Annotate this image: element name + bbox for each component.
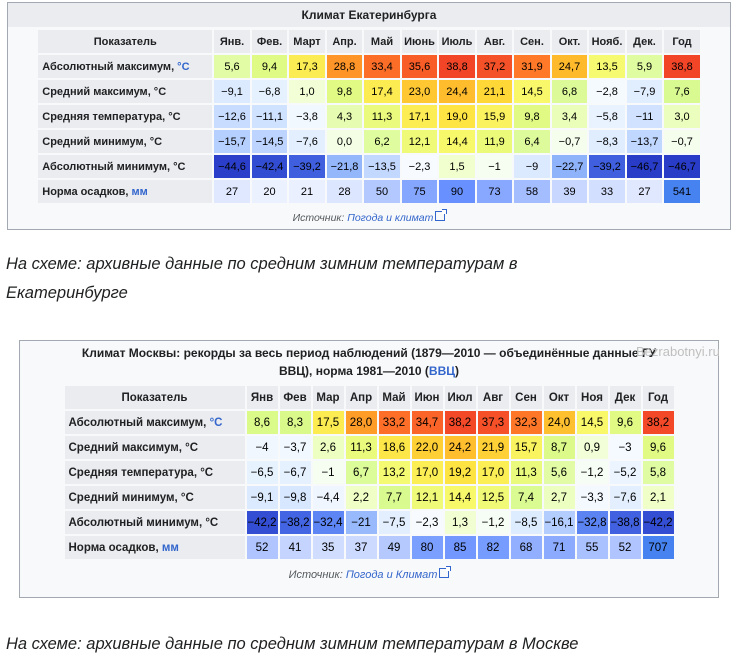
table-cell: 52 [610, 536, 641, 559]
table-cell: 21,1 [477, 80, 513, 103]
table-cell: −14,5 [252, 130, 288, 153]
table-cell: 82 [478, 536, 509, 559]
table-row [65, 536, 674, 559]
row-label: Средний минимум, °C [65, 486, 245, 509]
msk-header-month: Дек [610, 386, 641, 409]
table-row [65, 461, 674, 484]
msk-title-line2: ВВЦ), норма 1981—2010 (ВВЦ) [278, 364, 460, 378]
table-cell: −46,7 [664, 155, 700, 178]
msk-header-month: Май [379, 386, 410, 409]
msk-header-month: Ноя [577, 386, 608, 409]
table-cell: −42,2 [643, 511, 674, 534]
table-cell: −8,3 [589, 130, 625, 153]
table-cell: 28 [327, 180, 363, 203]
table-cell: 5,6 [544, 461, 575, 484]
table-cell: 41 [280, 536, 311, 559]
table-cell: 21,9 [478, 436, 509, 459]
table-cell: −5,8 [589, 105, 625, 128]
table-cell: −2,8 [589, 80, 625, 103]
table-cell: 35 [313, 536, 344, 559]
row-label: Средний максимум, °C [38, 80, 212, 103]
ekb-header-month: Фев. [252, 30, 288, 53]
table-cell: 33 [589, 180, 625, 203]
table-cell: −39,2 [289, 155, 325, 178]
table-cell: 8,6 [247, 411, 278, 434]
table-cell: 37,3 [478, 411, 509, 434]
row-label: Средний максимум, °C [65, 436, 245, 459]
table-cell: −0,7 [552, 130, 588, 153]
ekb-source-link[interactable]: Погода и климат [347, 212, 434, 224]
table-cell: 38,2 [445, 411, 476, 434]
msk-title-line1: Климат Москвы: рекорды за весь период наблюдений (1879—2010 — объединённые данные ГУ [81, 346, 657, 360]
row-label: Абсолютный минимум, °C [65, 511, 245, 534]
ekb-header-month: Апр. [327, 30, 363, 53]
table-cell: 6,8 [552, 80, 588, 103]
table-cell: −5,2 [610, 461, 641, 484]
row-label: Средний минимум, °C [38, 130, 212, 153]
table-cell: 27 [627, 180, 663, 203]
msk-header-month: Мар [313, 386, 344, 409]
table-cell: 75 [402, 180, 438, 203]
table-cell: 27 [214, 180, 250, 203]
table-cell: 6,4 [514, 130, 550, 153]
row-label: Норма осадков, мм [38, 180, 212, 203]
table-cell: −16,1 [544, 511, 575, 534]
table-cell: 55 [577, 536, 608, 559]
table-cell: −0,7 [664, 130, 700, 153]
table-cell: 14,5 [514, 80, 550, 103]
table-cell: 0,9 [577, 436, 608, 459]
table-cell: −13,5 [364, 155, 400, 178]
table-cell: 49 [379, 536, 410, 559]
table-cell: 11,3 [511, 461, 542, 484]
table-cell: 90 [439, 180, 475, 203]
msk-climate-table [63, 384, 676, 561]
table-cell: 38,8 [439, 55, 475, 78]
table-cell: 17,3 [289, 55, 325, 78]
table-cell: 7,4 [511, 486, 542, 509]
table-cell: 19,0 [439, 105, 475, 128]
msk-header-month: Окт [544, 386, 575, 409]
table-cell: 707 [643, 536, 674, 559]
table-cell: −11,1 [252, 105, 288, 128]
table-cell: 38,2 [643, 411, 674, 434]
row-label: Норма осадков, мм [65, 536, 245, 559]
table-cell: 5,6 [214, 55, 250, 78]
table-cell: −4,4 [313, 486, 344, 509]
table-cell: 9,6 [643, 436, 674, 459]
table-cell: 1,5 [439, 155, 475, 178]
table-row [65, 411, 674, 434]
unit-link[interactable]: мм [128, 185, 148, 198]
ekb-header-month: Март [289, 30, 325, 53]
table-cell: −46,7 [627, 155, 663, 178]
msk-header-month: Апр [346, 386, 377, 409]
watermark: Bezrabotnyi.ru [636, 344, 720, 359]
table-cell: 14,4 [439, 130, 475, 153]
msk-source-link[interactable]: Погода и Климат [345, 569, 438, 581]
table-cell: −3,3 [577, 486, 608, 509]
table-cell: −7,6 [289, 130, 325, 153]
table-cell: 9,8 [327, 80, 363, 103]
msk-header-month: Янв [247, 386, 278, 409]
table-cell: −42,2 [247, 511, 278, 534]
table-cell: 11,3 [346, 436, 377, 459]
table-row [38, 80, 700, 103]
table-cell: 17,5 [313, 411, 344, 434]
table-cell: −4 [247, 436, 278, 459]
table-cell: −9,8 [280, 486, 311, 509]
table-cell: −8,5 [511, 511, 542, 534]
table-cell: −9,1 [214, 80, 250, 103]
table-cell: 4,3 [327, 105, 363, 128]
table-cell: −13,7 [627, 130, 663, 153]
msk-source [20, 568, 718, 581]
table-cell: 6,2 [364, 130, 400, 153]
row-label: Средняя температура, °C [65, 461, 245, 484]
table-cell: 24,2 [445, 436, 476, 459]
table-cell: 37 [346, 536, 377, 559]
table-cell: 8,7 [544, 436, 575, 459]
table-cell: −15,7 [214, 130, 250, 153]
table-cell: 20 [252, 180, 288, 203]
table-cell: −1 [477, 155, 513, 178]
table-cell: −11 [627, 105, 663, 128]
table-cell: 2,1 [643, 486, 674, 509]
table-row [38, 105, 700, 128]
table-cell: 24,4 [439, 80, 475, 103]
unit-link[interactable]: °C [206, 416, 223, 429]
table-cell: −7,6 [610, 486, 641, 509]
table-cell: 2,7 [544, 486, 575, 509]
table-cell: −38,8 [610, 511, 641, 534]
table-cell: 80 [412, 536, 443, 559]
table-cell: 14,5 [577, 411, 608, 434]
table-cell: −12,6 [214, 105, 250, 128]
table-cell: 6,7 [346, 461, 377, 484]
table-cell: 34,7 [412, 411, 443, 434]
row-label: Средняя температура, °C [38, 105, 212, 128]
table-cell: −9,1 [247, 486, 278, 509]
caption-msk [6, 630, 578, 659]
ekb-source-label: Источник: [292, 212, 345, 224]
table-cell: −2,3 [412, 511, 443, 534]
caption-ekb [6, 250, 517, 308]
table-cell: 39 [552, 180, 588, 203]
table-cell: 7,6 [664, 80, 700, 103]
table-cell: 24,7 [552, 55, 588, 78]
table-cell: 17,4 [364, 80, 400, 103]
table-cell: 85 [445, 536, 476, 559]
table-cell: −39,2 [589, 155, 625, 178]
table-cell: 22,0 [412, 436, 443, 459]
msk-header-month: Сен [511, 386, 542, 409]
table-cell: 3,0 [664, 105, 700, 128]
row-label: Абсолютный максимум, °C [65, 411, 245, 434]
table-cell: −1 [313, 461, 344, 484]
table-cell: −6,7 [280, 461, 311, 484]
table-cell: 23,0 [402, 80, 438, 103]
table-cell: 12,1 [402, 130, 438, 153]
unit-link[interactable]: °C [174, 60, 190, 73]
ekb-header-month: Сен. [514, 30, 550, 53]
table-cell: −3,7 [280, 436, 311, 459]
table-cell: −38,2 [280, 511, 311, 534]
table-cell: 24,0 [544, 411, 575, 434]
table-row [38, 55, 700, 78]
ekb-header-label: Показатель [38, 30, 212, 53]
table-cell: 11,9 [477, 130, 513, 153]
vvc-link[interactable]: ВВЦ [428, 364, 456, 378]
table-cell: 17,1 [402, 105, 438, 128]
ekb-header-month: Июнь [402, 30, 438, 53]
table-cell: 18,6 [379, 436, 410, 459]
table-cell: 68 [511, 536, 542, 559]
table-cell: 9,4 [252, 55, 288, 78]
table-cell: 7,7 [379, 486, 410, 509]
table-cell: 14,4 [445, 486, 476, 509]
ekb-header-month: Май [364, 30, 400, 53]
table-cell: −7,9 [627, 80, 663, 103]
table-cell: −6,8 [252, 80, 288, 103]
table-cell: 52 [247, 536, 278, 559]
ekb-header-month: Окт. [552, 30, 588, 53]
table-cell: 15,9 [477, 105, 513, 128]
msk-header-label: Показатель [65, 386, 245, 409]
ekb-header-month: Янв. [214, 30, 250, 53]
ekb-header-month: Год [664, 30, 700, 53]
table-row [65, 436, 674, 459]
table-cell: 32,3 [511, 411, 542, 434]
ekb-climate-title: Климат Екатеринбурга [8, 3, 730, 27]
table-cell: 15,7 [511, 436, 542, 459]
table-cell: 3,4 [552, 105, 588, 128]
table-cell: −32,8 [577, 511, 608, 534]
table-cell: 12,5 [478, 486, 509, 509]
table-cell: −1,2 [478, 511, 509, 534]
table-cell: 13,5 [589, 55, 625, 78]
ekb-climate-table-box [7, 2, 731, 230]
table-cell: 541 [664, 180, 700, 203]
table-cell: 1,3 [445, 511, 476, 534]
table-cell: −21 [346, 511, 377, 534]
table-cell: 33,4 [364, 55, 400, 78]
msk-source-label: Источник: [288, 569, 343, 581]
table-cell: 50 [364, 180, 400, 203]
table-cell: 0,0 [327, 130, 363, 153]
table-row [65, 511, 674, 534]
msk-header-month: Фев [280, 386, 311, 409]
ekb-climate-table [36, 28, 702, 205]
table-cell: −6,5 [247, 461, 278, 484]
row-label: Абсолютный максимум, °C [38, 55, 212, 78]
caption-ekb-line1: На схеме: архивные данные по средним зимним температурам в [6, 255, 518, 273]
table-cell: 13,2 [379, 461, 410, 484]
unit-link[interactable]: мм [158, 541, 179, 554]
table-cell: −22,7 [552, 155, 588, 178]
table-cell: 73 [477, 180, 513, 203]
table-cell: −1,2 [577, 461, 608, 484]
msk-header-month: Авг [478, 386, 509, 409]
table-cell: 17,0 [478, 461, 509, 484]
msk-climate-title [20, 341, 718, 384]
table-cell: −9 [514, 155, 550, 178]
table-cell: 37,2 [477, 55, 513, 78]
table-cell: 21 [289, 180, 325, 203]
table-cell: 12,1 [412, 486, 443, 509]
table-cell: −21,8 [327, 155, 363, 178]
caption-msk-line: На схеме: архивные данные по средним зимним температурам в Москве [6, 635, 579, 653]
table-row [38, 180, 700, 203]
table-cell: 2,6 [313, 436, 344, 459]
table-cell: −3,8 [289, 105, 325, 128]
table-cell: 38,8 [664, 55, 700, 78]
table-cell: 11,3 [364, 105, 400, 128]
table-cell: −32,4 [313, 511, 344, 534]
ekb-source [8, 211, 730, 224]
ekb-header-month: Нояб. [589, 30, 625, 53]
table-cell: −7,5 [379, 511, 410, 534]
external-link-icon [435, 211, 445, 221]
table-row [38, 155, 700, 178]
ekb-header-month: Авг. [477, 30, 513, 53]
ekb-header-month: Июль [439, 30, 475, 53]
msk-header-month: Июл [445, 386, 476, 409]
ekb-header-month: Дек. [627, 30, 663, 53]
table-row [65, 486, 674, 509]
table-cell: 35,6 [402, 55, 438, 78]
table-cell: −3 [610, 436, 641, 459]
table-cell: 17,0 [412, 461, 443, 484]
table-cell: 9,6 [610, 411, 641, 434]
table-cell: 8,3 [280, 411, 311, 434]
row-label: Абсолютный минимум, °C [38, 155, 212, 178]
external-link-icon [439, 568, 449, 578]
table-cell: 1,0 [289, 80, 325, 103]
table-cell: 71 [544, 536, 575, 559]
table-cell: 5,8 [643, 461, 674, 484]
msk-header-month: Год [643, 386, 674, 409]
msk-header-month: Июн [412, 386, 443, 409]
table-cell: −44,6 [214, 155, 250, 178]
msk-climate-table-box [19, 340, 719, 598]
table-cell: 9,8 [514, 105, 550, 128]
table-cell: 31,9 [514, 55, 550, 78]
table-row [38, 130, 700, 153]
table-cell: 19,2 [445, 461, 476, 484]
table-cell: −2,3 [402, 155, 438, 178]
table-cell: 33,2 [379, 411, 410, 434]
table-cell: 2,2 [346, 486, 377, 509]
table-cell: 28,8 [327, 55, 363, 78]
table-cell: 28,0 [346, 411, 377, 434]
table-cell: 5,9 [627, 55, 663, 78]
table-cell: 58 [514, 180, 550, 203]
table-cell: −42,4 [252, 155, 288, 178]
caption-ekb-line2: Екатеринбурге [6, 284, 128, 302]
